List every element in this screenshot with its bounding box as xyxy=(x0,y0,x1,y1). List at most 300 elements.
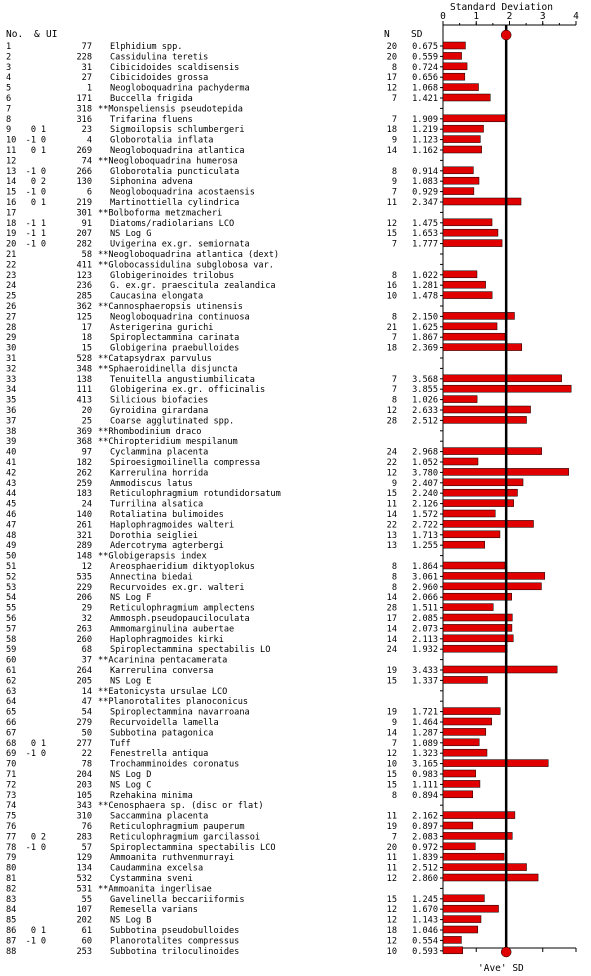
sd-bar xyxy=(443,167,473,174)
row-sd: 2.633 xyxy=(412,406,438,416)
row-ui-first: -1 xyxy=(25,166,36,177)
row-sd: 1.867 xyxy=(412,333,438,344)
table-row xyxy=(6,84,443,94)
header-ui: UI xyxy=(46,29,58,40)
sd-bar xyxy=(443,791,473,798)
header-no: No. xyxy=(6,29,24,40)
row-n: 24 xyxy=(386,447,397,458)
row-ui-first: 0 xyxy=(30,738,36,749)
table-row xyxy=(6,167,443,177)
row-event-name: Cibicidoides scaldisensis xyxy=(110,62,240,73)
row-n: 7 xyxy=(391,239,397,250)
x-tick-label: 2 xyxy=(506,11,513,22)
table-row xyxy=(6,749,443,759)
row-ui-second: 0 xyxy=(40,166,46,177)
row-number: 58 xyxy=(6,634,17,645)
row-number: 77 xyxy=(6,832,17,843)
row-event-name: Siphonina advena xyxy=(110,177,193,188)
row-event-name: **Ammoanita ingerlisae xyxy=(98,884,212,895)
row-sd: 1.653 xyxy=(412,229,438,240)
sd-bar xyxy=(443,73,465,80)
row-event-id: 262 xyxy=(76,468,92,479)
row-number: 13 xyxy=(6,166,17,177)
row-number: 10 xyxy=(6,135,17,146)
row-sd: 2.722 xyxy=(412,520,438,531)
row-event-id: 205 xyxy=(76,676,92,687)
row-event-name: Trifarina fluens xyxy=(110,114,193,125)
row-n: 21 xyxy=(386,322,397,333)
row-number: 72 xyxy=(6,780,17,791)
row-sd: 2.162 xyxy=(412,811,438,822)
row-sd: 3.568 xyxy=(412,374,438,385)
table-row xyxy=(6,801,443,811)
row-sd: 0.656 xyxy=(412,73,438,84)
sd-bar xyxy=(443,905,499,912)
row-number: 27 xyxy=(6,312,17,323)
x-tick-label: 1 xyxy=(473,11,480,22)
table-row xyxy=(6,541,443,551)
table-row xyxy=(6,895,443,905)
x-tick-label: 0 xyxy=(440,11,446,22)
row-event-id: 202 xyxy=(76,915,92,926)
table-row xyxy=(6,853,443,863)
row-sd: 2.369 xyxy=(412,343,438,354)
x-axis-title: Standard Deviation xyxy=(450,2,553,13)
sd-bar xyxy=(443,864,527,871)
row-sd: 0.894 xyxy=(412,790,438,801)
row-sd: 1.909 xyxy=(412,114,438,125)
row-event-name: Asterigerina gurichi xyxy=(110,322,214,333)
sd-bar xyxy=(443,52,462,59)
row-ui-second: 0 xyxy=(40,187,46,198)
table-row xyxy=(6,94,443,104)
row-event-id: 37 xyxy=(81,655,92,666)
sd-bar xyxy=(443,604,493,611)
row-number: 9 xyxy=(6,125,12,136)
row-n: 12 xyxy=(386,915,397,926)
row-n: 7 xyxy=(391,374,397,385)
row-n: 18 xyxy=(386,343,397,354)
sd-bar xyxy=(443,895,484,902)
row-sd: 2.512 xyxy=(412,416,438,427)
row-event-name: Reticulophragmium garcilassoi xyxy=(110,832,261,843)
table-row xyxy=(6,437,443,447)
row-event-id: 411 xyxy=(76,260,92,271)
row-sd: 2.968 xyxy=(412,447,438,458)
table-row xyxy=(6,583,443,593)
row-event-name: Martinottiella cylindrica xyxy=(110,198,240,208)
header-amp: & xyxy=(34,29,40,40)
sd-bar xyxy=(443,406,531,413)
row-event-name: Elphidium spp. xyxy=(110,42,183,52)
row-event-name: **Bolboforma metzmacheri xyxy=(98,208,223,219)
row-number: 4 xyxy=(6,73,12,84)
row-event-name: Spiroplectammina carinata xyxy=(110,333,240,344)
row-event-id: 348 xyxy=(76,364,92,375)
sd-bar xyxy=(443,219,492,226)
row-sd: 1.932 xyxy=(412,645,438,656)
row-number: 55 xyxy=(6,603,17,614)
row-event-name: Fenestrella antiqua xyxy=(110,749,209,760)
row-number: 62 xyxy=(6,676,17,687)
table-row xyxy=(6,333,443,343)
row-sd: 1.625 xyxy=(412,322,438,333)
table-row xyxy=(6,354,443,364)
row-sd: 0.914 xyxy=(412,166,438,177)
row-sd: 2.150 xyxy=(412,312,438,323)
table-row xyxy=(6,427,443,437)
table-row xyxy=(6,312,443,322)
x-axis-bottom-label: 'Ave' SD xyxy=(478,963,524,974)
row-n: 13 xyxy=(386,541,397,552)
row-number: 37 xyxy=(6,416,17,427)
row-ui-first: -1 xyxy=(25,239,36,250)
table-row xyxy=(6,739,443,749)
row-event-id: 283 xyxy=(76,832,92,843)
row-n: 8 xyxy=(391,312,397,323)
row-event-id: 47 xyxy=(81,697,92,708)
row-n: 17 xyxy=(386,614,397,624)
row-event-name: NS Log F xyxy=(110,593,152,604)
table-row xyxy=(6,364,443,374)
row-number: 83 xyxy=(6,894,17,905)
table-row xyxy=(6,489,443,499)
row-n: 11 xyxy=(386,853,397,864)
row-event-name: Subbotina triloculinoides xyxy=(110,946,240,957)
table-row xyxy=(6,479,443,489)
sd-bar xyxy=(443,780,480,787)
row-event-name: **Cannosphaeropsis utinensis xyxy=(98,302,243,312)
row-number: 60 xyxy=(6,655,17,666)
row-number: 70 xyxy=(6,759,17,770)
row-ui-second: 1 xyxy=(40,125,46,136)
row-number: 46 xyxy=(6,510,17,520)
table-row xyxy=(6,219,443,229)
row-number: 39 xyxy=(6,437,17,448)
row-ui-second: 2 xyxy=(40,177,46,188)
row-event-id: 31 xyxy=(81,62,92,73)
row-event-id: 531 xyxy=(76,884,92,895)
row-event-name: Subbotina patagonica xyxy=(110,728,214,739)
table-row xyxy=(6,302,443,312)
row-sd: 0.983 xyxy=(412,770,438,780)
row-n: 12 xyxy=(386,905,397,916)
row-ui-first: -1 xyxy=(25,135,36,146)
row-number: 57 xyxy=(6,624,17,635)
sd-bar xyxy=(443,614,512,621)
row-event-id: 236 xyxy=(76,281,92,292)
row-event-id: 528 xyxy=(76,354,92,364)
row-event-name: Uvigerina ex.gr. semiornata xyxy=(110,239,250,250)
row-sd: 1.713 xyxy=(412,530,438,541)
row-event-name: Spiroplectammina spectabilis LO xyxy=(110,645,271,656)
sd-bar xyxy=(443,708,500,715)
row-number: 28 xyxy=(6,322,17,333)
sd-bar xyxy=(443,292,492,299)
row-event-id: 6 xyxy=(86,187,92,198)
row-number: 36 xyxy=(6,406,17,416)
ave-sd-marker-bottom xyxy=(501,947,511,957)
row-event-name: Globorotalia puncticulata xyxy=(110,166,240,177)
table-row xyxy=(6,531,443,541)
row-event-name: Neogloboquadrina continuosa xyxy=(110,312,250,323)
row-number: 86 xyxy=(6,926,17,936)
table-row xyxy=(6,344,443,354)
row-event-id: 368 xyxy=(76,437,92,448)
row-number: 56 xyxy=(6,614,17,624)
table-row xyxy=(6,645,443,655)
table-row xyxy=(6,188,443,198)
sd-bar xyxy=(443,832,512,839)
row-number: 11 xyxy=(6,146,17,156)
row-sd: 1.464 xyxy=(412,718,438,728)
row-event-name: NS Log E xyxy=(110,676,152,687)
sd-bar xyxy=(443,728,486,735)
row-event-id: 74 xyxy=(81,156,92,167)
sd-bar xyxy=(443,312,514,319)
row-number: 25 xyxy=(6,291,17,302)
row-event-name: **Catapsydrax parvulus xyxy=(98,354,212,364)
sd-bar xyxy=(443,874,538,881)
row-number: 45 xyxy=(6,499,17,510)
row-event-name: Haplophragmoides kirki xyxy=(110,634,224,645)
row-ui-second: 0 xyxy=(40,936,46,947)
row-event-name: Cibicidoides grossa xyxy=(110,73,209,84)
sd-bar xyxy=(443,281,486,288)
row-event-id: 282 xyxy=(76,239,92,250)
row-event-id: 229 xyxy=(76,582,92,593)
sd-bar xyxy=(443,448,542,455)
header-n: N xyxy=(384,29,390,40)
sd-bar xyxy=(443,125,484,132)
row-event-name: NS Log D xyxy=(110,770,152,780)
row-n: 7 xyxy=(391,187,397,198)
row-event-id: 285 xyxy=(76,291,92,302)
row-sd: 2.407 xyxy=(412,478,438,489)
row-event-name: Globigerinoides trilobus xyxy=(110,270,235,281)
row-sd: 1.052 xyxy=(412,458,438,468)
row-n: 14 xyxy=(386,146,397,156)
row-number: 78 xyxy=(6,842,17,853)
table-row xyxy=(6,822,443,832)
table-row xyxy=(6,198,443,208)
table-row xyxy=(6,947,443,957)
row-number: 38 xyxy=(6,426,17,437)
row-event-name: Reticulophragmium pauperum xyxy=(110,822,245,832)
row-event-name: Rotaliatina bulimoides xyxy=(110,510,224,520)
row-sd: 0.675 xyxy=(412,42,438,52)
row-sd: 1.572 xyxy=(412,510,438,520)
table-row xyxy=(6,73,443,83)
row-sd: 1.670 xyxy=(412,905,438,916)
row-sd: 2.113 xyxy=(412,634,438,645)
row-n: 8 xyxy=(391,582,397,593)
row-ui-second: 1 xyxy=(40,198,46,208)
row-event-id: 266 xyxy=(76,166,92,177)
sd-bar xyxy=(443,42,465,49)
row-event-id: 1 xyxy=(86,83,92,94)
table-row xyxy=(6,874,443,884)
row-number: 50 xyxy=(6,551,17,562)
sd-bar xyxy=(443,323,497,330)
sd-bar xyxy=(443,760,548,767)
row-number: 17 xyxy=(6,208,17,219)
row-n: 11 xyxy=(386,863,397,874)
row-sd: 0.554 xyxy=(412,936,438,947)
row-sd: 1.864 xyxy=(412,562,438,572)
row-n: 14 xyxy=(386,728,397,739)
row-event-id: 219 xyxy=(76,198,92,208)
sd-bar xyxy=(443,645,507,652)
row-event-name: **Globigerapsis index xyxy=(98,551,207,562)
row-event-id: 264 xyxy=(76,666,92,676)
row-n: 16 xyxy=(386,281,397,292)
row-event-name: Planorotalites compressus xyxy=(110,936,240,947)
sd-bar xyxy=(443,843,475,850)
table-row xyxy=(6,115,443,125)
row-number: 21 xyxy=(6,250,17,260)
table-row xyxy=(6,52,443,62)
row-event-id: 301 xyxy=(76,208,92,219)
row-number: 32 xyxy=(6,364,17,375)
row-event-id: 413 xyxy=(76,395,92,406)
row-event-id: 321 xyxy=(76,530,92,541)
row-number: 8 xyxy=(6,114,12,125)
row-ui-first: -1 xyxy=(25,749,36,760)
row-n: 19 xyxy=(386,666,397,676)
row-number: 24 xyxy=(6,281,17,292)
row-number: 14 xyxy=(6,177,17,188)
row-event-name: Tenuitella angustiumbilicata xyxy=(110,374,255,385)
row-number: 43 xyxy=(6,478,17,489)
sd-bar xyxy=(443,520,534,527)
table-row xyxy=(6,624,443,634)
sd-bar xyxy=(443,593,512,600)
row-n: 13 xyxy=(386,530,397,541)
row-number: 76 xyxy=(6,822,17,832)
sd-bar xyxy=(443,271,477,278)
table-row xyxy=(6,604,443,614)
row-event-id: 369 xyxy=(76,426,92,437)
row-ui-second: 1 xyxy=(40,229,46,240)
row-event-id: 289 xyxy=(76,541,92,552)
row-ui-second: 1 xyxy=(40,926,46,936)
row-event-name: **Chiropteridium mespilanum xyxy=(98,437,238,448)
row-event-name: Recurvoides ex.gr. walteri xyxy=(110,582,245,593)
table-row xyxy=(6,936,443,946)
row-number: 26 xyxy=(6,302,17,312)
row-event-id: 343 xyxy=(76,801,92,812)
table-row xyxy=(6,884,443,894)
row-event-name: Silicious biofacies xyxy=(110,395,209,406)
row-number: 54 xyxy=(6,593,17,604)
row-sd: 1.022 xyxy=(412,270,438,281)
row-event-id: 183 xyxy=(76,489,92,500)
row-ui-first: -1 xyxy=(25,229,36,240)
row-event-id: 54 xyxy=(81,707,92,718)
row-n: 7 xyxy=(391,114,397,125)
sd-bar xyxy=(443,624,512,631)
row-event-id: 55 xyxy=(81,894,92,905)
row-n: 12 xyxy=(386,749,397,760)
sd-bar xyxy=(443,739,479,746)
row-sd: 3.780 xyxy=(412,468,438,479)
row-event-name: Globigerina ex.gr. officinalis xyxy=(110,385,266,396)
row-n: 14 xyxy=(386,593,397,604)
row-event-id: 58 xyxy=(81,250,92,260)
row-event-id: 130 xyxy=(76,177,92,188)
row-event-id: 18 xyxy=(81,333,92,344)
row-event-name: Neogloboquadrina pachyderma xyxy=(110,83,250,94)
table-row xyxy=(6,916,443,926)
row-n: 11 xyxy=(386,198,397,208)
row-event-name: Karrerulina horrida xyxy=(110,468,209,479)
row-number: 79 xyxy=(6,853,17,864)
row-event-name: Neogloboquadrina acostaensis xyxy=(110,187,255,198)
row-event-id: 204 xyxy=(76,770,92,780)
row-event-id: 97 xyxy=(81,447,92,458)
table-row xyxy=(6,385,443,395)
table-row xyxy=(6,780,443,790)
row-number: 52 xyxy=(6,572,17,583)
table-row xyxy=(6,832,443,842)
row-event-id: 77 xyxy=(81,42,92,52)
row-event-id: 148 xyxy=(76,551,92,562)
row-number: 80 xyxy=(6,863,17,874)
row-event-name: Trochamminoides coronatus xyxy=(110,759,240,770)
sd-bar xyxy=(443,198,521,205)
row-sd: 2.512 xyxy=(412,863,438,874)
header-sd: SD xyxy=(411,29,423,40)
table-row xyxy=(6,687,443,697)
row-ui-second: 0 xyxy=(40,842,46,853)
sd-bar xyxy=(443,853,504,860)
row-number: 35 xyxy=(6,395,17,406)
sd-bar xyxy=(443,396,477,403)
row-n: 8 xyxy=(391,395,397,406)
row-number: 40 xyxy=(6,447,17,458)
row-event-name: Spiroplectammina navarroana xyxy=(110,707,250,718)
row-sd: 1.111 xyxy=(412,780,438,791)
table-row xyxy=(6,271,443,281)
row-sd: 0.724 xyxy=(412,62,438,73)
row-event-name: Globigerina praebulloides xyxy=(110,343,240,354)
sd-bar xyxy=(443,572,545,579)
table-row xyxy=(6,656,443,666)
row-event-id: 253 xyxy=(76,946,92,957)
row-n: 19 xyxy=(386,707,397,718)
table-row xyxy=(6,104,443,114)
row-n: 15 xyxy=(386,676,397,687)
row-n: 7 xyxy=(391,385,397,396)
sd-bar xyxy=(443,541,485,548)
row-number: 31 xyxy=(6,354,17,364)
row-n: 7 xyxy=(391,832,397,843)
row-number: 87 xyxy=(6,936,17,947)
row-event-id: 535 xyxy=(76,572,92,583)
table-row xyxy=(6,812,443,822)
row-event-name: Spiroplectammina spectabilis LCO xyxy=(110,842,276,853)
row-sd: 1.478 xyxy=(412,291,438,302)
row-event-id: 316 xyxy=(76,114,92,125)
sd-bar xyxy=(443,84,479,91)
row-event-id: 50 xyxy=(81,728,92,739)
table-row xyxy=(6,396,443,406)
row-n: 12 xyxy=(386,218,397,229)
sd-bar xyxy=(443,947,463,954)
row-number: 23 xyxy=(6,270,17,281)
sd-bar xyxy=(443,562,505,569)
